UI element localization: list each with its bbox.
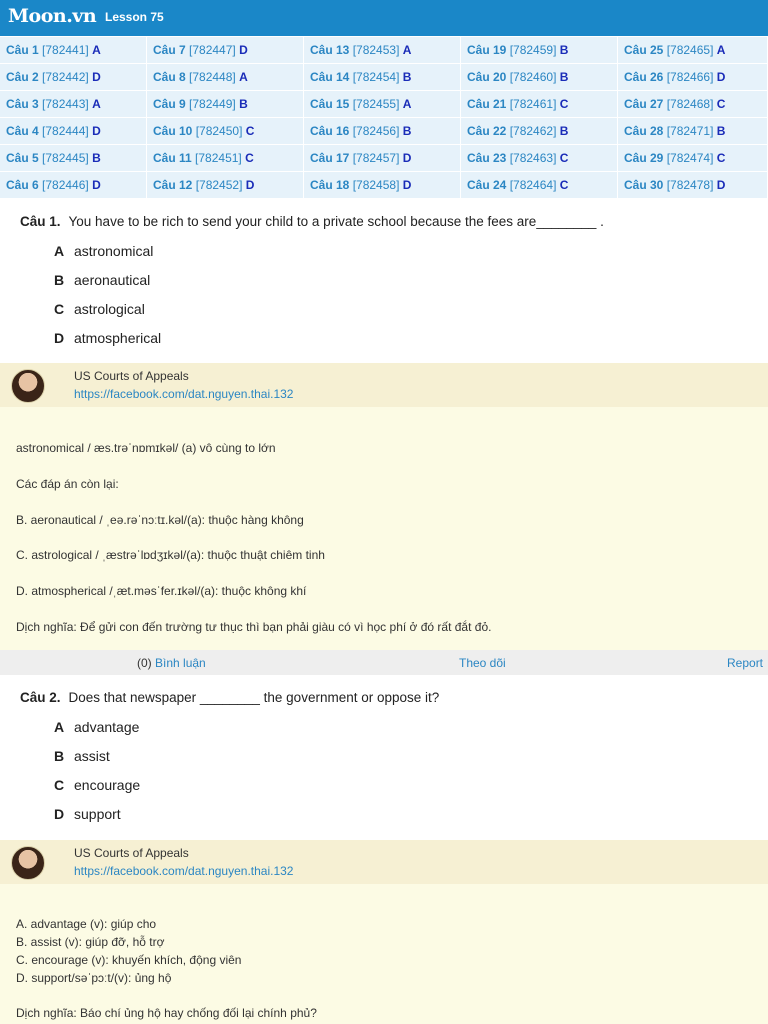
correct-answer: D: [402, 178, 412, 192]
question-number: Câu 21: [467, 97, 507, 111]
question-id: [782460]: [509, 70, 557, 84]
question-number: Câu 3: [6, 97, 39, 111]
question-number: Câu 2: [6, 70, 39, 84]
option-text: astronomical: [74, 243, 154, 259]
question-id: [782454]: [352, 70, 400, 84]
question-id: [782462]: [509, 124, 557, 138]
question-number: Câu 20: [467, 70, 507, 84]
correct-answer: C: [245, 124, 255, 138]
answer-grid: [0, 37, 768, 199]
answer-grid-cell[interactable]: [304, 91, 461, 118]
correct-answer: D: [245, 178, 255, 192]
answer-grid-cell[interactable]: [304, 64, 461, 91]
option-letter: B: [54, 748, 65, 764]
answer-grid-cell[interactable]: [0, 145, 147, 172]
question-number: Câu 19: [467, 43, 507, 57]
option-text: assist: [74, 748, 110, 764]
question-id: [782453]: [352, 43, 400, 57]
answer-grid-cell[interactable]: [461, 37, 618, 64]
answer-grid-cell[interactable]: [147, 145, 304, 172]
option-letter: D: [54, 806, 65, 822]
answer-grid-cell[interactable]: [618, 145, 768, 172]
question-number: Câu 30: [624, 178, 664, 192]
question-id: [782474]: [666, 151, 714, 165]
question-id: [782447]: [189, 43, 236, 57]
question-number: Câu 7: [153, 43, 186, 57]
question-id: [782455]: [352, 97, 400, 111]
answer-grid-cell[interactable]: [0, 37, 147, 64]
question-id: [782452]: [195, 178, 243, 192]
option-text: encourage: [74, 777, 141, 793]
question-number: Câu 10: [153, 124, 193, 138]
option-text: astrological: [74, 301, 145, 317]
question-number: Câu 25: [624, 43, 664, 57]
option-text: advantage: [74, 719, 140, 735]
answer-grid-cell[interactable]: [618, 91, 768, 118]
answer-grid-cell[interactable]: [618, 37, 768, 64]
comment-count: (0): [137, 656, 152, 670]
author-name: US Courts of Appeals: [74, 846, 189, 860]
answer-grid-cell[interactable]: [461, 118, 618, 145]
answer-grid-cell[interactable]: [0, 64, 147, 91]
question-id: [782451]: [195, 151, 242, 165]
answer-grid-cell[interactable]: [618, 172, 768, 199]
correct-answer: D: [92, 124, 101, 138]
question-number: Câu 1: [6, 43, 39, 57]
answer-grid-cell[interactable]: [461, 172, 618, 199]
question-id: [782444]: [42, 124, 89, 138]
correct-answer: D: [239, 43, 248, 57]
question-id: [782465]: [666, 43, 714, 57]
correct-answer: A: [92, 97, 101, 111]
question-id: [782468]: [666, 97, 714, 111]
explanation-line: astronomical / æs.trəˈnɒmɪkəl/ (a) vô cùng to lớn: [16, 441, 276, 455]
correct-answer: B: [92, 151, 101, 165]
answer-grid-cell[interactable]: [147, 118, 304, 145]
question-id: [782446]: [42, 178, 89, 192]
question-number: Câu 12: [153, 178, 193, 192]
option-text: support: [74, 806, 121, 822]
option-text: atmospherical: [74, 330, 162, 346]
report-link[interactable]: Report: [727, 656, 764, 670]
correct-answer: C: [559, 97, 569, 111]
correct-answer: D: [402, 151, 412, 165]
explanation-author-bar: [0, 363, 768, 407]
question-id: [782450]: [195, 124, 243, 138]
correct-answer: B: [402, 70, 412, 84]
question-number: Câu 16: [310, 124, 350, 138]
correct-answer: A: [402, 43, 412, 57]
option-b[interactable]: [54, 748, 110, 764]
correct-answer: A: [402, 97, 412, 111]
explanation-line: B. aeronautical / ˌeə.rəˈnɔːtɪ.kəl/(a): thuộc hàng không: [16, 513, 304, 527]
question-number: Câu 17: [310, 151, 350, 165]
correct-answer: A: [92, 43, 101, 57]
option-letter: C: [54, 301, 65, 317]
question-id: [782442]: [42, 70, 89, 84]
question-id: [782463]: [509, 151, 557, 165]
correct-answer: C: [559, 178, 569, 192]
question-number: Câu 28: [624, 124, 664, 138]
answer-grid-cell[interactable]: [618, 64, 768, 91]
comments-link[interactable]: [137, 656, 206, 670]
option-letter: A: [54, 719, 65, 735]
question-id: [782466]: [666, 70, 714, 84]
correct-answer: C: [716, 151, 726, 165]
question-id: [782443]: [42, 97, 89, 111]
question-number: Câu 26: [624, 70, 664, 84]
question-number: Câu 5: [6, 151, 39, 165]
correct-answer: B: [559, 124, 569, 138]
explanation-line: Dịch nghĩa: Báo chí ủng hộ hay chống đối lại chính phủ?: [16, 1006, 317, 1020]
answer-grid-cell[interactable]: [0, 118, 147, 145]
explanation-line: A. advantage (v): giúp cho: [16, 917, 157, 931]
question-id: [782457]: [352, 151, 400, 165]
correct-answer: C: [716, 97, 726, 111]
author-name: US Courts of Appeals: [74, 369, 189, 383]
question-number: Câu 14: [310, 70, 350, 84]
question-number: Câu 24: [467, 178, 507, 192]
option-b[interactable]: [54, 272, 150, 288]
correct-answer: D: [716, 70, 726, 84]
question-id: [782459]: [509, 43, 557, 57]
correct-answer: B: [402, 124, 412, 138]
author-profile-link[interactable]: https://facebook.com/dat.nguyen.thai.132: [74, 387, 294, 401]
question-1: [20, 214, 604, 229]
correct-answer: C: [559, 151, 569, 165]
question-id: [782478]: [666, 178, 714, 192]
comment-label: Bình luận: [155, 656, 206, 670]
question-text: You have to be rich to send your child to a private school because the fees are________ .: [68, 214, 604, 229]
option-c[interactable]: [54, 301, 145, 317]
question-number: Câu 11: [153, 151, 192, 165]
correct-answer: B: [559, 70, 569, 84]
question-number: Câu 8: [153, 70, 186, 84]
correct-answer: A: [239, 70, 248, 84]
question-id: [782441]: [42, 43, 89, 57]
option-letter: A: [54, 243, 65, 259]
option-letter: D: [54, 330, 65, 346]
correct-answer: D: [92, 178, 101, 192]
question-number: Câu 9: [153, 97, 186, 111]
question-number: Câu 22: [467, 124, 507, 138]
question-number: Câu 29: [624, 151, 664, 165]
correct-answer: C: [245, 151, 254, 165]
top-bar: [0, 0, 768, 36]
answer-grid-cell[interactable]: [147, 91, 304, 118]
question-id: [782464]: [509, 178, 557, 192]
question-number: Câu 13: [310, 43, 350, 57]
correct-answer: D: [716, 178, 726, 192]
follow-link[interactable]: Theo dõi: [459, 656, 506, 670]
avatar[interactable]: [11, 369, 45, 403]
answer-grid-cell[interactable]: [147, 37, 304, 64]
option-a[interactable]: [54, 719, 139, 735]
option-text: aeronautical: [74, 272, 151, 288]
correct-answer: D: [92, 70, 101, 84]
lesson-title: Lesson 75: [105, 10, 164, 24]
question-number: Câu 4: [6, 124, 39, 138]
explanation-line: B. assist (v): giúp đỡ, hỗ trợ: [16, 935, 165, 949]
correct-answer: B: [559, 43, 569, 57]
answer-grid-cell[interactable]: [147, 64, 304, 91]
correct-answer: A: [716, 43, 726, 57]
question-number: Câu 18: [310, 178, 350, 192]
explanation-line: D. atmospherical /ˌæt.məsˈfer.ɪkəl/(a): thuộc không khí: [16, 584, 307, 598]
answer-grid-cell[interactable]: [147, 172, 304, 199]
explanation-panel: [0, 407, 768, 650]
explanation-line: Dịch nghĩa: Để gửi con đến trường tư thục thì bạn phải giàu có vì học phí ở đó rất đắt đỏ.: [16, 620, 492, 634]
explanation-line: C. astrological / ˌæstrəˈlɒdʒɪkəl/(a): thuộc thuật chiêm tinh: [16, 548, 325, 562]
option-d[interactable]: [54, 806, 121, 822]
answer-grid-cell[interactable]: [304, 118, 461, 145]
action-bar: [0, 650, 768, 675]
correct-answer: B: [716, 124, 726, 138]
question-id: [782471]: [666, 124, 714, 138]
option-d[interactable]: [54, 330, 161, 346]
question-number: Câu 15: [310, 97, 350, 111]
question-id: [782456]: [352, 124, 400, 138]
answer-grid-cell[interactable]: [461, 64, 618, 91]
question-id: [782458]: [352, 178, 400, 192]
answer-grid-cell[interactable]: [461, 91, 618, 118]
option-letter: B: [54, 272, 65, 288]
question-label: Câu 2.: [20, 690, 61, 705]
answer-grid-cell[interactable]: [304, 37, 461, 64]
answer-grid-cell[interactable]: [0, 172, 147, 199]
question-id: [782461]: [509, 97, 557, 111]
explanation-line: Các đáp án còn lại:: [16, 477, 119, 491]
author-profile-link[interactable]: https://facebook.com/dat.nguyen.thai.132: [74, 864, 294, 878]
answer-grid-cell[interactable]: [618, 118, 768, 145]
answer-grid-cell[interactable]: [304, 145, 461, 172]
question-text: Does that newspaper ________ the government or oppose it?: [68, 690, 440, 705]
question-2: [20, 690, 439, 705]
question-id: [782445]: [42, 151, 89, 165]
explanation-line: D. support/səˈpɔːt/(v): ủng hộ: [16, 971, 172, 985]
explanation-panel: [0, 884, 768, 1024]
option-letter: C: [54, 777, 65, 793]
correct-answer: B: [239, 97, 248, 111]
explanation-line: C. encourage (v): khuyến khích, động viên: [16, 953, 242, 967]
answer-grid-cell[interactable]: [0, 91, 147, 118]
explanation-author-bar: [0, 840, 768, 884]
answer-grid-cell[interactable]: [461, 145, 618, 172]
avatar[interactable]: [11, 846, 45, 880]
option-a[interactable]: [54, 243, 153, 259]
answer-grid-cell[interactable]: [304, 172, 461, 199]
question-label: Câu 1.: [20, 214, 61, 229]
question-number: Câu 27: [624, 97, 664, 111]
question-number: Câu 23: [467, 151, 507, 165]
site-logo[interactable]: Moon.vn: [8, 5, 97, 27]
question-number: Câu 6: [6, 178, 39, 192]
question-id: [782449]: [189, 97, 236, 111]
question-id: [782448]: [189, 70, 236, 84]
option-c[interactable]: [54, 777, 140, 793]
